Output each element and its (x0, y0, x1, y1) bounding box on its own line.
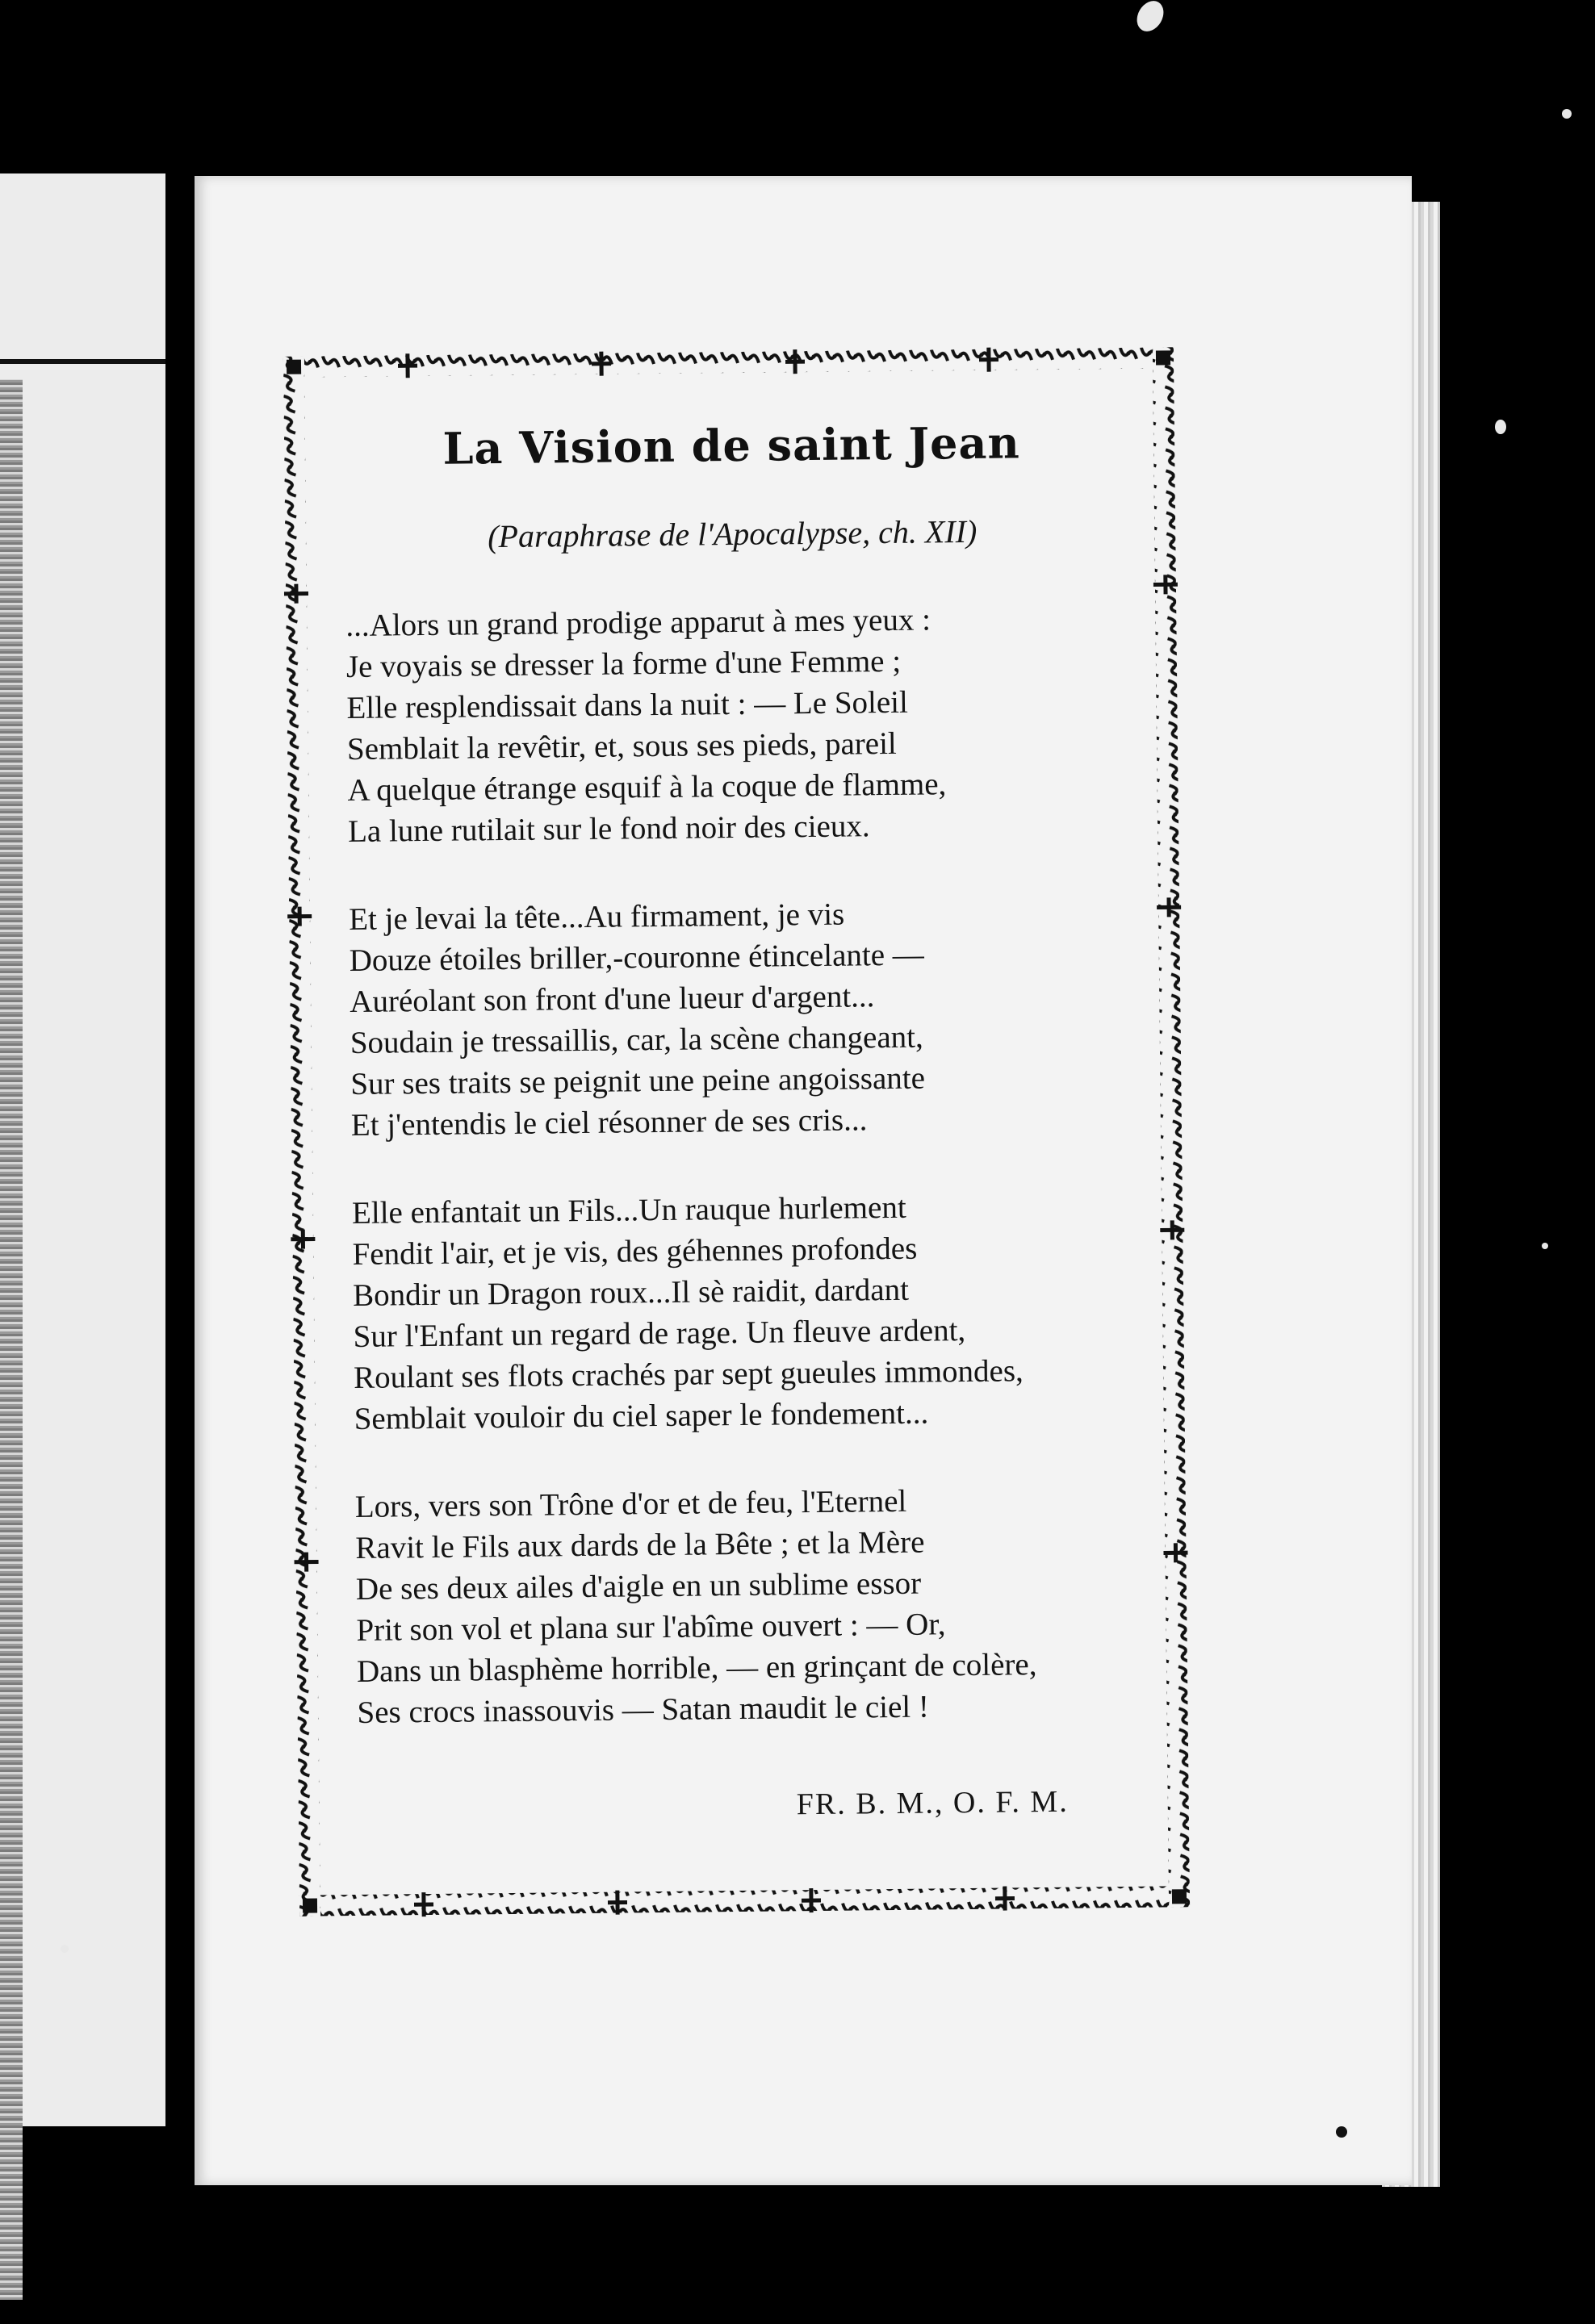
poem-line: ...Alors un grand prodige apparut à mes yeux : (345, 602, 931, 644)
dust-speck (1336, 2126, 1347, 2138)
left-page-edge (0, 173, 165, 2126)
poem-line: Ses crocs inassouvis — Satan maudit le ciel ! (357, 1689, 930, 1730)
poem-line: Soudain je tressaillis, car, la scène changeant, (350, 1019, 923, 1061)
dust-speck (1495, 420, 1506, 434)
poem-line: Semblait vouloir du ciel saper le fondement... (354, 1395, 929, 1436)
stanza-4 (355, 1478, 1132, 1733)
poem-line: De ses deux ailes d'aigle en un sublime essor (355, 1565, 922, 1607)
stanza-2 (349, 891, 1126, 1146)
poem-line: Sur ses traits se peignit une peine angoissante (350, 1060, 926, 1102)
poem-subtitle: (Paraphrase de l'Apocalypse, ch. XII) (487, 512, 978, 555)
poem-signature: FR. B. M., O. F. M. (796, 1784, 1069, 1822)
dust-speck (1132, 0, 1169, 36)
dust-speck (1562, 109, 1572, 119)
left-page-illustration-strip (0, 379, 23, 2300)
poem-line: Auréolant son front d'une lueur d'argent... (350, 979, 875, 1020)
poem-line: Ravit le Fils aux dards de la Bête ; et la Mère (355, 1524, 925, 1565)
poem-line: La lune rutilait sur le fond noir des cieux. (347, 809, 870, 850)
ornamental-frame (278, 342, 1195, 1921)
poem-title: La Vision de saint Jean (442, 416, 1021, 474)
poem-line: Douze étoiles briller,-couronne étincelante — (349, 937, 925, 979)
poem-line: Je voyais se dresser la forme d'une Femme ; (345, 643, 902, 685)
poem-line: Elle resplendissait dans la nuit : — Le Soleil (346, 684, 909, 726)
poem-line: Lors, vers son Trône d'or et de feu, l'Eternel (354, 1483, 907, 1524)
poem-line: Prit son vol et plana sur l'abîme ouvert : — Or, (356, 1607, 946, 1648)
poem-content (344, 416, 1134, 1860)
poem-line: Sur l'Enfant un regard de rage. Un fleuve ardent, (353, 1313, 966, 1354)
dust-speck (61, 1945, 69, 1953)
poem-line: A quelque étrange esquif à la coque de flamme, (347, 767, 947, 809)
poem-line: Fendit l'air, et je vis, des géhennes profondes (352, 1231, 918, 1272)
poem-line: Et je levai la tête...Au firmament, je vis (348, 897, 845, 938)
stanza-3 (352, 1185, 1129, 1440)
poem-line: Dans un blasphème horrible, — en grinçant de colère, (356, 1647, 1037, 1689)
stanza-1 (345, 597, 1123, 852)
dust-speck (1542, 1243, 1548, 1249)
poem-line: Roulant ses flots crachés par sept gueules immondes, (353, 1353, 1024, 1395)
poem-line: Elle enfantait un Fils...Un rauque hurlement (351, 1189, 906, 1231)
poem-line: Et j'entendis le ciel résonner de ses cris... (350, 1102, 868, 1143)
left-page-rule (0, 359, 165, 364)
poem-line: Semblait la revêtir, et, sous ses pieds, pareil (346, 725, 897, 767)
poem-stanzas (345, 597, 1132, 1780)
poem-line: Bondir un Dragon roux...Il sè raidit, dardant (352, 1272, 910, 1313)
